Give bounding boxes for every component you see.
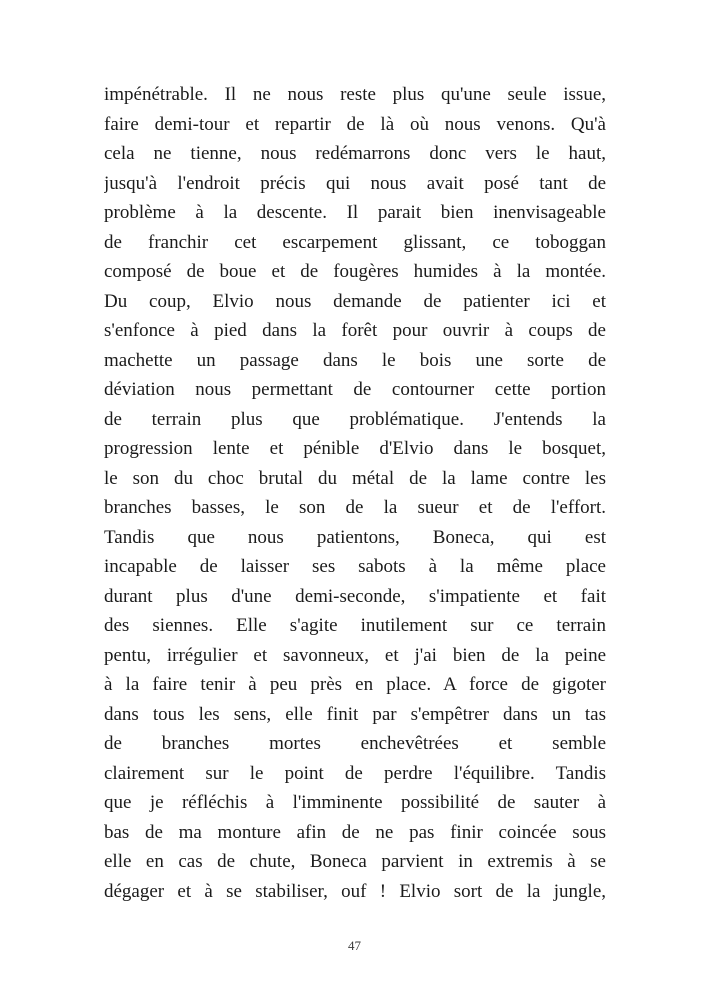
text-line: bas de ma monture afin de ne pas finir coincée sous xyxy=(104,821,606,843)
text-line: de terrain plus que problématique. J'entends la xyxy=(104,408,606,430)
text-line: déviation nous permettant de contourner cette portion xyxy=(104,379,606,400)
text-line: dégager et à se stabiliser, ouf ! Elvio sort de la jungle, xyxy=(104,880,606,902)
text-line: de branches mortes enchevêtrées et semble xyxy=(104,733,606,754)
text-line: elle en cas de chute, Boneca parvient in extremis à se xyxy=(104,851,606,872)
text-line: faire demi-tour et repartir de là où nous venons. Qu'à xyxy=(104,113,606,135)
text-line: Tandis que nous patientons, Boneca, qui est xyxy=(104,526,606,548)
body-text xyxy=(104,80,606,906)
text-line: à la faire tenir à peu près en place. A force de gigoter xyxy=(104,674,606,695)
text-line: durant plus d'une demi-seconde, s'impatiente et fait xyxy=(104,585,606,607)
text-line: des siennes. Elle s'agite inutilement sur ce terrain xyxy=(104,615,606,636)
text-line: impénétrable. Il ne nous reste plus qu'une seule issue, xyxy=(104,84,606,105)
text-line: jusqu'à l'endroit précis qui nous avait posé tant de xyxy=(104,172,606,194)
text-line: que je réfléchis à l'imminente possibilité de sauter à xyxy=(104,792,606,813)
text-line: problème à la descente. Il parait bien inenvisageable xyxy=(104,202,606,223)
text-line: le son du choc brutal du métal de la lame contre les xyxy=(104,467,606,489)
text-line: machette un passage dans le bois une sorte de xyxy=(104,349,606,371)
text-line: progression lente et pénible d'Elvio dans le bosquet, xyxy=(104,438,606,459)
text-line: clairement sur le point de perdre l'équilibre. Tandis xyxy=(104,762,606,784)
text-line: incapable de laisser ses sabots à la même place xyxy=(104,556,606,577)
text-line: s'enfonce à pied dans la forêt pour ouvrir à coups de xyxy=(104,320,606,341)
text-line: Du coup, Elvio nous demande de patienter ici et xyxy=(104,290,606,312)
text-line: de franchir cet escarpement glissant, ce toboggan xyxy=(104,231,606,253)
text-line: dans tous les sens, elle finit par s'empêtrer dans un tas xyxy=(104,703,606,725)
page-number: 47 xyxy=(348,938,361,953)
text-line: composé de boue et de fougères humides à la montée. xyxy=(104,261,606,282)
text-line: cela ne tienne, nous redémarrons donc vers le haut, xyxy=(104,143,606,164)
text-line: pentu, irrégulier et savonneux, et j'ai bien de la peine xyxy=(104,644,606,666)
text-line: branches basses, le son de la sueur et de l'effort. xyxy=(104,497,606,518)
